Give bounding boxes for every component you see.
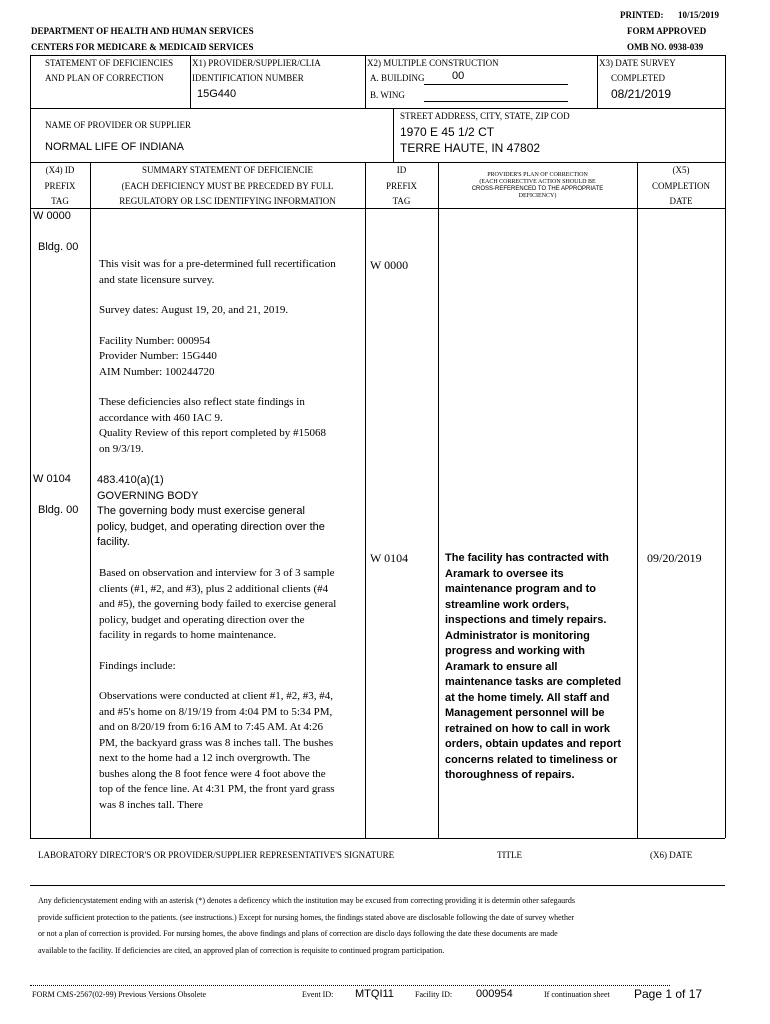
entry-2-id-tag: W 0104 — [370, 551, 409, 565]
plan-header-1: PROVIDER'S PLAN OF CORRECTION — [487, 172, 588, 178]
rule-provider — [30, 162, 725, 163]
provider-id-value: 15G440 — [197, 88, 237, 100]
x3-label-1: X3) DATE SURVEY — [599, 58, 676, 68]
continuation-label: If continuation sheet — [544, 990, 610, 999]
page-number: Page 1 of 17 — [634, 987, 703, 1001]
entry-1-para-1: This visit was for a pre-determined full recertification and state licensure survey. — [99, 258, 336, 286]
facility-id-label: Facility ID: — [415, 990, 453, 999]
rule-footer — [30, 985, 670, 986]
rule-top — [30, 55, 725, 56]
facility-id-value: 000954 — [476, 988, 513, 1000]
rule-col-id — [365, 162, 366, 838]
provider-name-label: NAME OF PROVIDER OR SUPPLIER — [45, 120, 192, 130]
director-signature-label: LABORATORY DIRECTOR'S OR PROVIDER/SUPPLIER REPRESENTATIVE'S SIGNATURE — [38, 850, 395, 860]
id-header-3: TAG — [392, 196, 411, 206]
entry-2-building: Bldg. 00 — [38, 504, 79, 516]
summary-header-1: SUMMARY STATEMENT OF DEFICIENCIE — [141, 165, 314, 175]
x4-header-3: TAG — [51, 196, 69, 206]
rule-col-summary — [90, 162, 91, 838]
centers-name: CENTERS FOR MEDICARE & MEDICAID SERVICES — [31, 42, 254, 52]
form-approved: FORM APPROVED — [627, 26, 707, 36]
rule-right — [725, 55, 726, 838]
entry-1-para-3: Facility Number: 000954 Provider Number: 15G440 AIM Number: 100244720 — [99, 334, 217, 378]
event-id-label: Event ID: — [302, 990, 334, 999]
x4-header-1: (X4) ID — [45, 165, 75, 175]
form-number: FORM CMS-2567(02-99) Previous Versions Obsolete — [32, 990, 207, 999]
rule-address — [393, 108, 394, 162]
rule-body-bottom — [30, 838, 725, 839]
x5-header-2: COMPLETION — [652, 181, 710, 191]
x3-label-2: COMPLETED — [611, 73, 665, 83]
printed-date: 10/15/2019 — [678, 10, 720, 20]
x5-header-1: (X5) — [672, 165, 690, 175]
survey-completed-date: 08/21/2019 — [611, 87, 672, 101]
entry-1-summary — [99, 257, 339, 472]
provider-name-value: NORMAL LIFE OF INDIANA — [45, 141, 184, 153]
plan-header-2: (EACH CORRECTIVE ACTION SHOULD BE — [479, 179, 596, 185]
rule-x2 — [365, 55, 366, 108]
id-header-1: ID — [396, 165, 407, 175]
entry-2-summary — [99, 566, 337, 813]
entry-1-para-4: These deficiencies also reflect state findings in accordance with 460 IAC 9. Quality Review of this report completed by #15068 on 9/3/19. — [99, 396, 326, 455]
x4-header-2: PREFIX — [44, 181, 76, 191]
id-header-2: PREFIX — [385, 181, 417, 191]
entry-2-para-2: Findings include: — [99, 659, 176, 672]
rule-id-block — [30, 108, 725, 109]
x1-label-2: IDENTIFICATION NUMBER — [192, 73, 304, 83]
address-label: STREET ADDRESS, CITY, STATE, ZIP COD — [400, 111, 570, 121]
rule-x3 — [597, 55, 598, 108]
disclaimer-text: Any deficiencystatement ending with an asterisk (*) denotes a deficency which the institution may be excused from correcting providing it is determin other safegaurds provide sufficient protection to the patients. (see instructions.) Except for nursing homes, the findings stated above are disclosable following the date of survey whether or not a plan of correction is provided. For nursing homes, the above findings and plans of correction are disclo days following the date these documents are made available to the facility. If deficiencies are cited, an approved plan of correction is requisite to continued program participation. — [38, 896, 575, 955]
printed-label: PRINTED: — [620, 10, 664, 20]
entry-2-para-3: Observations were conducted at client #1, #2, #3, #4, and #5's home on 8/19/19 from 4:04 PM to 5:34 PM, and on 8/20/19 from 6:16 AM to 7:45 AM. At 4:26 PM, the backyard grass was 8 inches tall. The bushes next to the home had a 12 inch overgrowth. The bushes along the 8 foot fence were 4 foot above the top of the fence line. At 4:31 PM, the front yard grass was 8 inches tall. There — [99, 690, 335, 811]
x5-header-3: DATE — [669, 196, 693, 206]
entry-2-para-1: Based on observation and interview for 3 of 3 sample clients (#1, #2, and #3), plus 2 additional clients (#4 and #5), the governing body failed to exercise general policy, budget and operating direction over the facility in regards to home maintenance. — [99, 567, 337, 641]
entry-2-plan-of-correction: The facility has contracted with Aramark to oversee its maintenance program and to streamline work orders, inspections and timely repairs. Administrator is monitoring progress and working with Aramark to ensure all maintenance tasks are completed at the home timely. All staff and Management personnel will be retrained on how to call in work orders, obtain updates and report concerns related to timeliness or thoroughness of repairs. — [445, 552, 622, 781]
entry-2-tag: W 0104 — [33, 473, 71, 485]
plan-header-3: CROSS-REFERENCED TO THE APPROPRIATE — [471, 186, 604, 192]
building-value: 00 — [452, 70, 465, 82]
plan-header-4: DEFICIENCY) — [518, 193, 557, 199]
summary-header-3: REGULATORY OR LSC IDENTIFYING INFORMATION — [119, 196, 336, 206]
entry-1-para-2: Survey dates: August 19, 20, and 21, 2019. — [99, 304, 289, 316]
building-label: A. BUILDING — [370, 73, 425, 83]
title-label: TITLE — [497, 850, 522, 860]
address-line-2: TERRE HAUTE, IN 47802 — [400, 141, 541, 155]
statement-label-1: STATEMENT OF DEFICIENCIES — [45, 58, 174, 68]
rule-col-date — [637, 162, 638, 838]
entry-2-regulation: 483.410(a)(1) GOVERNING BODY The governing body must exercise general policy, budget, and operating direction over the facility. — [97, 474, 325, 548]
rule-signature — [30, 885, 725, 886]
entry-1-tag: W 0000 — [33, 210, 71, 222]
omb-number: OMB NO. 0938-039 — [627, 42, 704, 52]
rule-columns — [30, 208, 725, 209]
summary-header-2: (EACH DEFICIENCY MUST BE PRECEDED BY FULL — [121, 181, 334, 191]
entry-1-id-tag: W 0000 — [370, 258, 409, 272]
rule-x1 — [190, 55, 191, 108]
signature-date-label: (X6) DATE — [650, 850, 693, 860]
statement-label-2: AND PLAN OF CORRECTION — [45, 73, 164, 83]
x2-label: X2) MULTIPLE CONSTRUCTION — [367, 58, 499, 68]
wing-underline — [424, 101, 568, 102]
x1-label-1: X1) PROVIDER/SUPPLIER/CLIA — [192, 58, 321, 68]
entry-1-building: Bldg. 00 — [38, 241, 79, 253]
address-line-1: 1970 E 45 1/2 CT — [400, 125, 495, 139]
entry-2-completion-date: 09/20/2019 — [647, 551, 702, 565]
rule-col-plan — [438, 162, 439, 838]
department-name: DEPARTMENT OF HEALTH AND HUMAN SERVICES — [31, 26, 254, 36]
wing-label: B. WING — [370, 90, 405, 100]
building-underline — [424, 84, 568, 85]
event-id-value: MTQI11 — [355, 988, 394, 1000]
